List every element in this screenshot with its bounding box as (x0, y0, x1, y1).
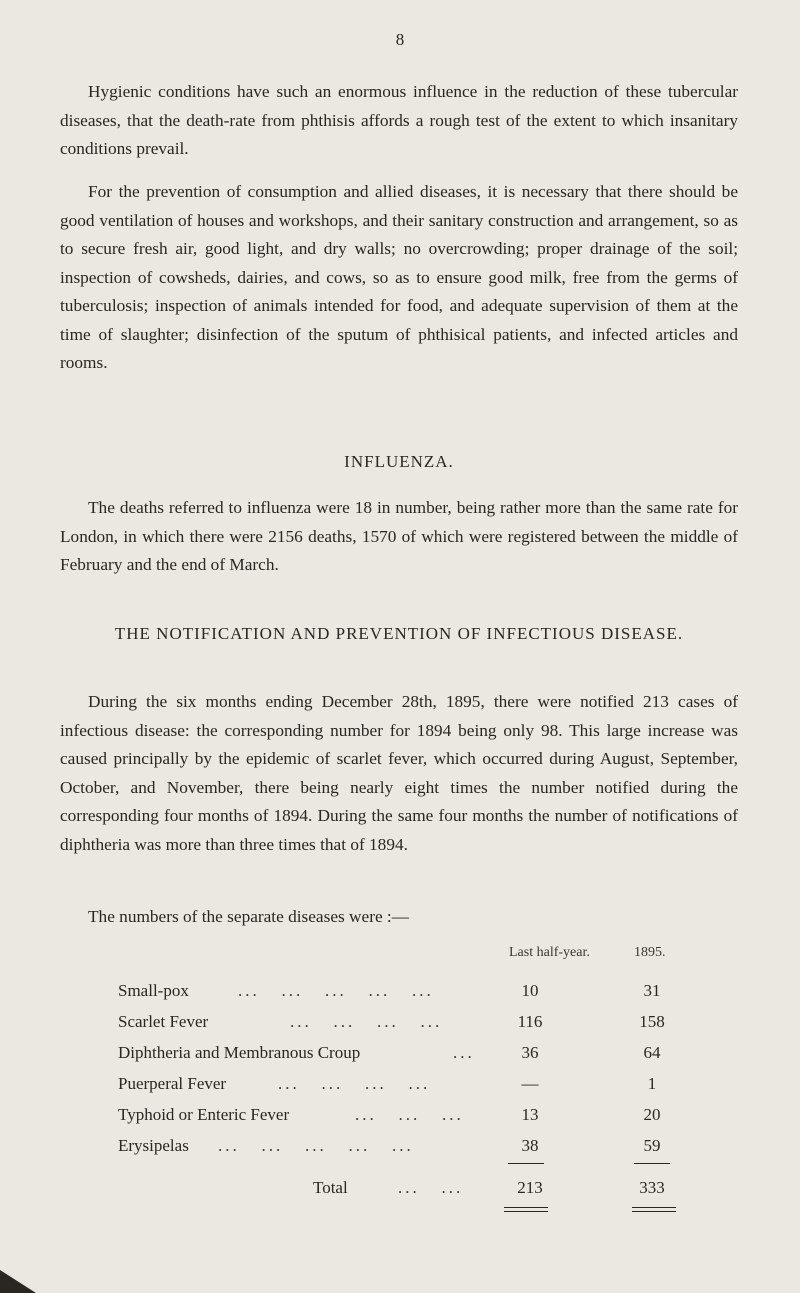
total-1895: 333 (639, 1178, 665, 1197)
dot-leaders: ... ... ... ... (278, 1074, 431, 1093)
value-last-half-year: — (521, 1074, 539, 1093)
total-last-half-year: 213 (517, 1178, 543, 1197)
value-1895: 31 (643, 981, 661, 1000)
column-header-1895: 1895. (634, 945, 666, 960)
value-last-half-year: 38 (521, 1136, 539, 1155)
table-row (118, 981, 688, 1011)
disease-name: Diphtheria and Membranous Croup (118, 1043, 361, 1062)
influenza-heading: INFLUENZA. (344, 452, 454, 471)
page-corner-shadow (0, 1270, 36, 1293)
total-double-rule (632, 1211, 676, 1212)
influenza-paragraph: The deaths referred to influenza were 18 in number, being rather more than the same rate for London, in which there were 2156 deaths, 1570 of which were registered between the middle of February and the end of March. (60, 498, 738, 574)
value-1895: 64 (643, 1043, 661, 1062)
disease-name: Scarlet Fever (118, 1012, 209, 1031)
dot-leaders: ... ... (398, 1178, 464, 1197)
value-last-half-year: 36 (521, 1043, 539, 1062)
disease-name: Typhoid or Enteric Fever (118, 1105, 290, 1124)
dot-leaders: ... ... ... ... (290, 1012, 443, 1031)
total-double-rule (504, 1207, 548, 1208)
disease-name: Small-pox (118, 981, 189, 1000)
total-label: Total (313, 1178, 348, 1197)
notification-heading: THE NOTIFICATION AND PREVENTION OF INFECTIOUS DISEASE. (114, 624, 684, 643)
table-total-row (118, 1178, 688, 1208)
dot-leaders: ... ... ... ... ... (218, 1136, 414, 1155)
paragraph-prevention-of-consumption: For the prevention of consumption and allied diseases, it is necessary that there should be good ventilation of houses and workshops, and their sanitary construction and arrangement, so as to secure fresh air, good light, and dry walls; no overcrowding; proper drainage of the soil; inspection of cowsheds, dairies, and cows, so as to ensure good milk, free from the germs of tuberculosis; inspection of animals intended for food, and adequate supervision of them at the time of slaughter; disinfection of the sputum of phthisical patients, and infected articles and rooms. (60, 182, 738, 372)
column-header-last-half-year: Last half-year. (509, 945, 590, 960)
value-last-half-year: 13 (521, 1105, 539, 1124)
total-double-rule (504, 1211, 548, 1212)
value-1895: 158 (639, 1012, 665, 1031)
table-row (118, 1136, 688, 1166)
total-double-rule (632, 1207, 676, 1208)
table-row (118, 1043, 688, 1073)
notification-paragraph: During the six months ending December 28th, 1895, there were notified 213 cases of infectious disease: the corresponding number for 1894 being only 98. This large increase was caused principally by the epidemic of scarlet fever, which occurred during August, September, October, and November, there being nearly eight times the number notified during the corresponding four months of 1894. During the same four months the number of notifications of diphtheria was more than three times that of 1894. (60, 692, 738, 854)
value-1895: 59 (643, 1136, 661, 1155)
table-row (118, 1074, 688, 1104)
value-1895: 1 (647, 1074, 657, 1093)
disease-name: Erysipelas (118, 1136, 189, 1155)
dot-leaders: ... ... ... (355, 1105, 464, 1124)
value-last-half-year: 10 (521, 981, 539, 1000)
disease-name: Puerperal Fever (118, 1074, 227, 1093)
table-row (118, 1012, 688, 1042)
page-number: 8 (395, 30, 405, 49)
value-last-half-year: 116 (517, 1012, 543, 1031)
subtotal-rule (508, 1163, 544, 1164)
paragraph-hygienic-conditions: Hygienic conditions have such an enormous influence in the reduction of these tubercular diseases, that the death-rate from phthisis affords a rough test of the extent to which insanitary conditions prevail. (60, 82, 738, 158)
value-1895: 20 (643, 1105, 661, 1124)
subtotal-rule (634, 1163, 670, 1164)
table-intro: The numbers of the separate diseases were :— (88, 907, 410, 926)
table-row (118, 1105, 688, 1135)
dot-leaders: ... (453, 1043, 475, 1062)
dot-leaders: ... ... ... ... ... (238, 981, 434, 1000)
